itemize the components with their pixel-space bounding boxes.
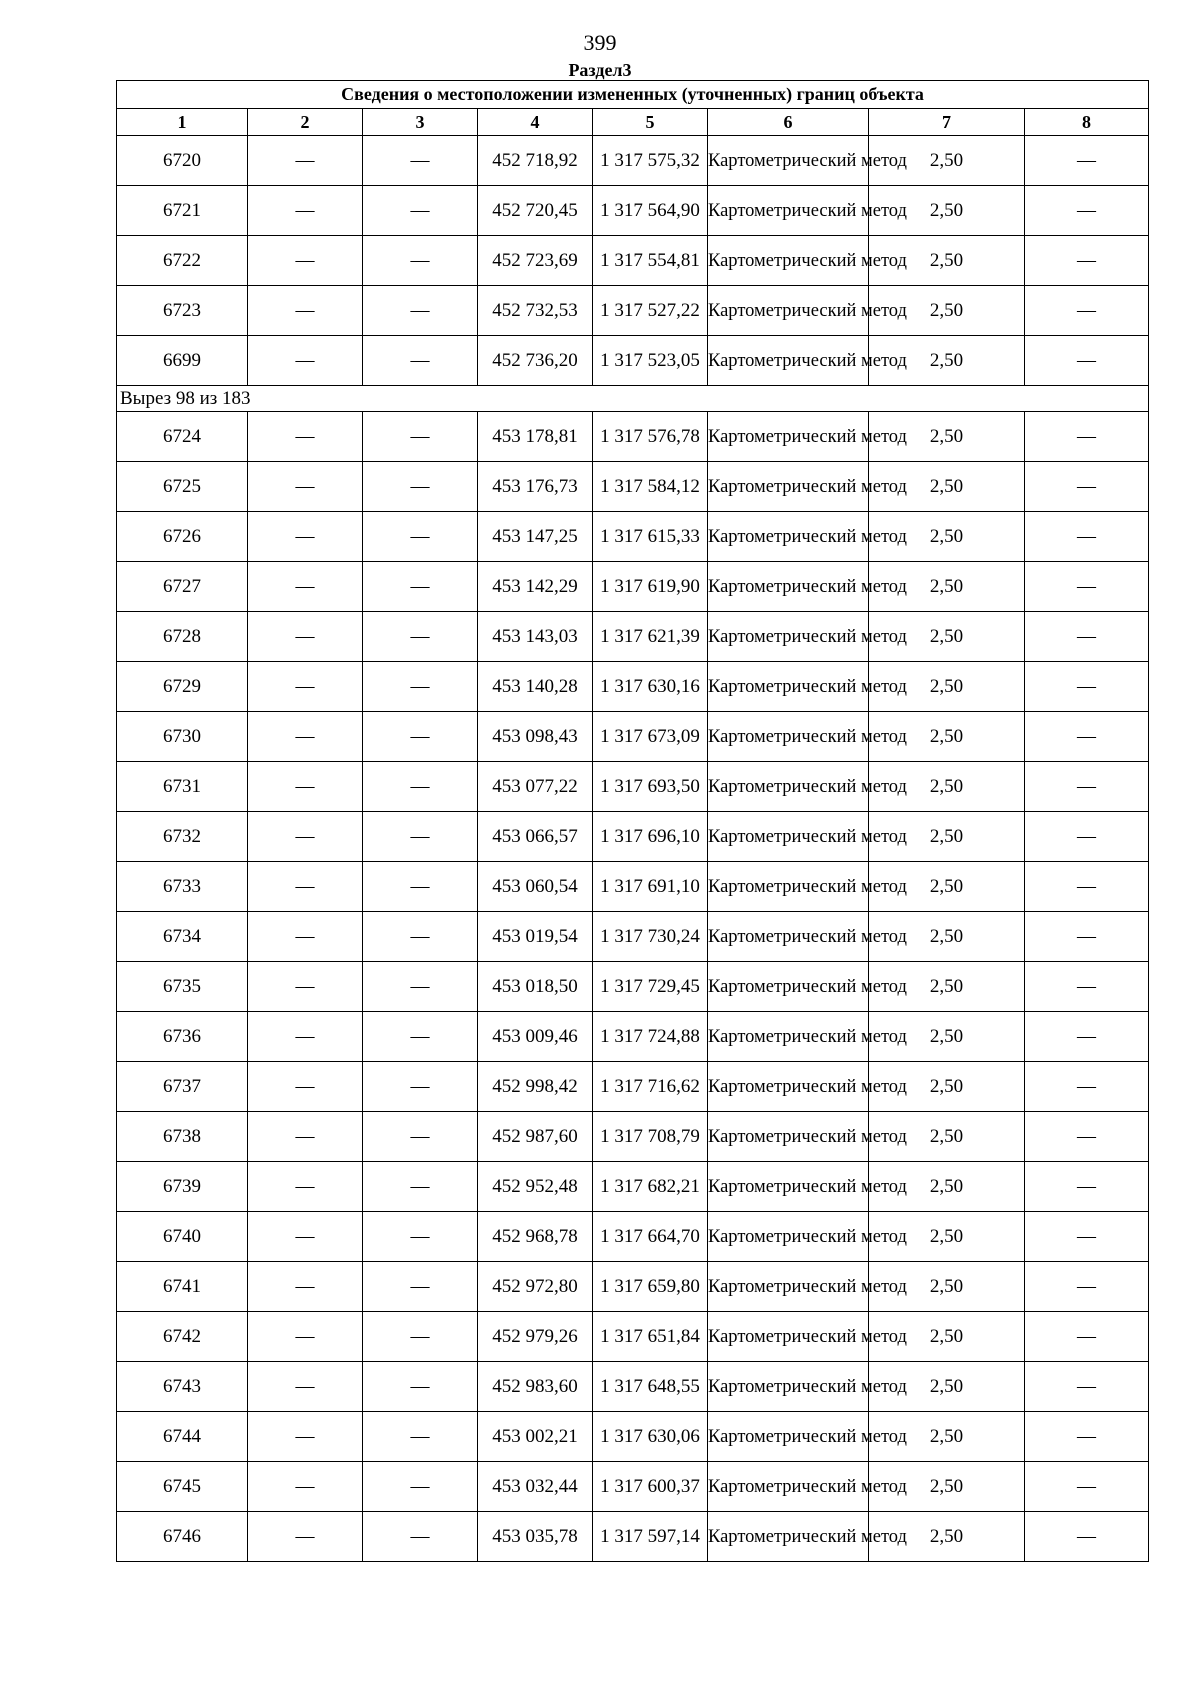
point-number-cell: 6727 <box>117 562 248 612</box>
point-number-cell: 6728 <box>117 612 248 662</box>
col8-cell: — <box>1025 612 1149 662</box>
y-coordinate-cell: 1 317 523,05 <box>593 336 708 386</box>
table-row <box>117 812 1149 862</box>
x-coordinate-cell: 452 723,69 <box>478 236 593 286</box>
x-coordinate-cell: 453 143,03 <box>478 612 593 662</box>
col3-cell: — <box>363 1512 478 1562</box>
col8-cell: — <box>1025 1212 1149 1262</box>
col8-cell: — <box>1025 812 1149 862</box>
col8-cell: — <box>1025 136 1149 186</box>
col2-cell: — <box>248 762 363 812</box>
col2-cell: — <box>248 336 363 386</box>
col8-cell: — <box>1025 286 1149 336</box>
precision-cell: 2,50 <box>869 662 1025 712</box>
precision-cell: 2,50 <box>869 1262 1025 1312</box>
col3-cell: — <box>363 286 478 336</box>
method-cell: Картометрический метод <box>708 962 869 1012</box>
col2-cell: — <box>248 662 363 712</box>
x-coordinate-cell: 452 720,45 <box>478 186 593 236</box>
col2-cell: — <box>248 1512 363 1562</box>
col2-cell: — <box>248 1462 363 1512</box>
method-cell: Картометрический метод <box>708 136 869 186</box>
column-header: 6 <box>708 109 869 136</box>
col2-cell: — <box>248 862 363 912</box>
y-coordinate-cell: 1 317 724,88 <box>593 1012 708 1062</box>
method-cell: Картометрический метод <box>708 1312 869 1362</box>
point-number-cell: 6733 <box>117 862 248 912</box>
x-coordinate-cell: 452 968,78 <box>478 1212 593 1262</box>
column-header: 1 <box>117 109 248 136</box>
col3-cell: — <box>363 762 478 812</box>
method-cell: Картометрический метод <box>708 562 869 612</box>
col8-cell: — <box>1025 1462 1149 1512</box>
column-header-row <box>117 109 1149 136</box>
precision-cell: 2,50 <box>869 762 1025 812</box>
method-cell: Картометрический метод <box>708 1162 869 1212</box>
precision-cell: 2,50 <box>869 1512 1025 1562</box>
col2-cell: — <box>248 1412 363 1462</box>
method-cell: Картометрический метод <box>708 236 869 286</box>
col3-cell: — <box>363 1212 478 1262</box>
point-number-cell: 6732 <box>117 812 248 862</box>
col2-cell: — <box>248 1362 363 1412</box>
x-coordinate-cell: 453 032,44 <box>478 1462 593 1512</box>
col3-cell: — <box>363 1112 478 1162</box>
col3-cell: — <box>363 336 478 386</box>
method-cell: Картометрический метод <box>708 912 869 962</box>
point-number-cell: 6736 <box>117 1012 248 1062</box>
col2-cell: — <box>248 136 363 186</box>
x-coordinate-cell: 453 060,54 <box>478 862 593 912</box>
col8-cell: — <box>1025 962 1149 1012</box>
col8-cell: — <box>1025 662 1149 712</box>
table-row <box>117 712 1149 762</box>
column-header: 5 <box>593 109 708 136</box>
precision-cell: 2,50 <box>869 512 1025 562</box>
col8-cell: — <box>1025 1162 1149 1212</box>
point-number-cell: 6739 <box>117 1162 248 1212</box>
col3-cell: — <box>363 1062 478 1112</box>
table-row <box>117 1312 1149 1362</box>
table-row <box>117 412 1149 462</box>
point-number-cell: 6722 <box>117 236 248 286</box>
col3-cell: — <box>363 912 478 962</box>
y-coordinate-cell: 1 317 619,90 <box>593 562 708 612</box>
precision-cell: 2,50 <box>869 1462 1025 1512</box>
page-number: 399 <box>583 30 617 55</box>
precision-cell: 2,50 <box>869 912 1025 962</box>
method-cell: Картометрический метод <box>708 186 869 236</box>
col2-cell: — <box>248 186 363 236</box>
method-cell: Картометрический метод <box>708 1012 869 1062</box>
point-number-cell: 6730 <box>117 712 248 762</box>
method-cell: Картометрический метод <box>708 1262 869 1312</box>
col3-cell: — <box>363 1412 478 1462</box>
precision-cell: 2,50 <box>869 286 1025 336</box>
table-caption-row <box>117 81 1149 109</box>
y-coordinate-cell: 1 317 716,62 <box>593 1062 708 1112</box>
method-cell: Картометрический метод <box>708 512 869 562</box>
point-number-cell: 6742 <box>117 1312 248 1362</box>
point-number-cell: 6731 <box>117 762 248 812</box>
precision-cell: 2,50 <box>869 186 1025 236</box>
x-coordinate-cell: 453 019,54 <box>478 912 593 962</box>
col8-cell: — <box>1025 1512 1149 1562</box>
col8-cell: — <box>1025 186 1149 236</box>
col3-cell: — <box>363 186 478 236</box>
table-row <box>117 962 1149 1012</box>
col2-cell: — <box>248 1012 363 1062</box>
col2-cell: — <box>248 286 363 336</box>
method-cell: Картометрический метод <box>708 612 869 662</box>
col8-cell: — <box>1025 762 1149 812</box>
x-coordinate-cell: 452 718,92 <box>478 136 593 186</box>
x-coordinate-cell: 452 972,80 <box>478 1262 593 1312</box>
column-header: 8 <box>1025 109 1149 136</box>
col3-cell: — <box>363 612 478 662</box>
precision-cell: 2,50 <box>869 1412 1025 1462</box>
precision-cell: 2,50 <box>869 1312 1025 1362</box>
col8-cell: — <box>1025 1112 1149 1162</box>
col2-cell: — <box>248 812 363 862</box>
table-row <box>117 236 1149 286</box>
table-row <box>117 562 1149 612</box>
y-coordinate-cell: 1 317 597,14 <box>593 1512 708 1562</box>
col8-cell: — <box>1025 1412 1149 1462</box>
y-coordinate-cell: 1 317 651,84 <box>593 1312 708 1362</box>
precision-cell: 2,50 <box>869 1162 1025 1212</box>
precision-cell: 2,50 <box>869 712 1025 762</box>
col8-cell: — <box>1025 1262 1149 1312</box>
x-coordinate-cell: 452 979,26 <box>478 1312 593 1362</box>
cut-label: Вырез 98 из 183 <box>117 386 1149 412</box>
col2-cell: — <box>248 1312 363 1362</box>
point-number-cell: 6741 <box>117 1262 248 1312</box>
y-coordinate-cell: 1 317 621,39 <box>593 612 708 662</box>
y-coordinate-cell: 1 317 575,32 <box>593 136 708 186</box>
x-coordinate-cell: 453 035,78 <box>478 1512 593 1562</box>
y-coordinate-cell: 1 317 600,37 <box>593 1462 708 1512</box>
col8-cell: — <box>1025 1362 1149 1412</box>
point-number-cell: 6737 <box>117 1062 248 1112</box>
col3-cell: — <box>363 1012 478 1062</box>
table-row <box>117 912 1149 962</box>
x-coordinate-cell: 452 736,20 <box>478 336 593 386</box>
col2-cell: — <box>248 462 363 512</box>
column-header: 7 <box>869 109 1025 136</box>
x-coordinate-cell: 453 178,81 <box>478 412 593 462</box>
col2-cell: — <box>248 1112 363 1162</box>
y-coordinate-cell: 1 317 673,09 <box>593 712 708 762</box>
table-row <box>117 186 1149 236</box>
precision-cell: 2,50 <box>869 1362 1025 1412</box>
col8-cell: — <box>1025 862 1149 912</box>
table-row <box>117 1362 1149 1412</box>
y-coordinate-cell: 1 317 615,33 <box>593 512 708 562</box>
precision-cell: 2,50 <box>869 336 1025 386</box>
table-row <box>117 1012 1149 1062</box>
table-row <box>117 286 1149 336</box>
col3-cell: — <box>363 712 478 762</box>
table-row <box>117 862 1149 912</box>
y-coordinate-cell: 1 317 682,21 <box>593 1162 708 1212</box>
method-cell: Картометрический метод <box>708 662 869 712</box>
method-cell: Картометрический метод <box>708 1212 869 1262</box>
column-header: 3 <box>363 109 478 136</box>
table-row <box>117 462 1149 512</box>
col2-cell: — <box>248 562 363 612</box>
method-cell: Картометрический метод <box>708 812 869 862</box>
col2-cell: — <box>248 912 363 962</box>
col2-cell: — <box>248 512 363 562</box>
method-cell: Картометрический метод <box>708 462 869 512</box>
precision-cell: 2,50 <box>869 236 1025 286</box>
y-coordinate-cell: 1 317 576,78 <box>593 412 708 462</box>
point-number-cell: 6720 <box>117 136 248 186</box>
cut-label-row <box>117 386 1149 412</box>
method-cell: Картометрический метод <box>708 1062 869 1112</box>
col3-cell: — <box>363 412 478 462</box>
table-row <box>117 1462 1149 1512</box>
x-coordinate-cell: 453 009,46 <box>478 1012 593 1062</box>
col3-cell: — <box>363 562 478 612</box>
method-cell: Картометрический метод <box>708 412 869 462</box>
y-coordinate-cell: 1 317 693,50 <box>593 762 708 812</box>
y-coordinate-cell: 1 317 584,12 <box>593 462 708 512</box>
col8-cell: — <box>1025 1062 1149 1112</box>
table-row <box>117 762 1149 812</box>
x-coordinate-cell: 453 176,73 <box>478 462 593 512</box>
y-coordinate-cell: 1 317 729,45 <box>593 962 708 1012</box>
y-coordinate-cell: 1 317 708,79 <box>593 1112 708 1162</box>
col2-cell: — <box>248 712 363 762</box>
x-coordinate-cell: 452 998,42 <box>478 1062 593 1112</box>
point-number-cell: 6743 <box>117 1362 248 1412</box>
col2-cell: — <box>248 1162 363 1212</box>
col2-cell: — <box>248 612 363 662</box>
x-coordinate-cell: 453 018,50 <box>478 962 593 1012</box>
point-number-cell: 6726 <box>117 512 248 562</box>
table-row <box>117 1112 1149 1162</box>
col3-cell: — <box>363 962 478 1012</box>
precision-cell: 2,50 <box>869 1112 1025 1162</box>
table-row <box>117 1062 1149 1112</box>
y-coordinate-cell: 1 317 527,22 <box>593 286 708 336</box>
x-coordinate-cell: 452 732,53 <box>478 286 593 336</box>
x-coordinate-cell: 453 002,21 <box>478 1412 593 1462</box>
precision-cell: 2,50 <box>869 862 1025 912</box>
table-row <box>117 1262 1149 1312</box>
y-coordinate-cell: 1 317 659,80 <box>593 1262 708 1312</box>
x-coordinate-cell: 453 098,43 <box>478 712 593 762</box>
column-header: 2 <box>248 109 363 136</box>
col8-cell: — <box>1025 712 1149 762</box>
point-number-cell: 6734 <box>117 912 248 962</box>
col8-cell: — <box>1025 1012 1149 1062</box>
coordinates-table <box>116 80 1149 1562</box>
precision-cell: 2,50 <box>869 962 1025 1012</box>
precision-cell: 2,50 <box>869 812 1025 862</box>
col3-cell: — <box>363 662 478 712</box>
precision-cell: 2,50 <box>869 1062 1025 1112</box>
col3-cell: — <box>363 462 478 512</box>
precision-cell: 2,50 <box>869 136 1025 186</box>
table-row <box>117 136 1149 186</box>
col2-cell: — <box>248 236 363 286</box>
col8-cell: — <box>1025 1312 1149 1362</box>
table-row <box>117 612 1149 662</box>
point-number-cell: 6746 <box>117 1512 248 1562</box>
x-coordinate-cell: 453 142,29 <box>478 562 593 612</box>
col8-cell: — <box>1025 512 1149 562</box>
col3-cell: — <box>363 1362 478 1412</box>
table-row <box>117 1162 1149 1212</box>
col8-cell: — <box>1025 236 1149 286</box>
point-number-cell: 6723 <box>117 286 248 336</box>
col3-cell: — <box>363 812 478 862</box>
y-coordinate-cell: 1 317 648,55 <box>593 1362 708 1412</box>
y-coordinate-cell: 1 317 554,81 <box>593 236 708 286</box>
point-number-cell: 6725 <box>117 462 248 512</box>
method-cell: Картометрический метод <box>708 762 869 812</box>
method-cell: Картометрический метод <box>708 1362 869 1412</box>
point-number-cell: 6699 <box>117 336 248 386</box>
precision-cell: 2,50 <box>869 562 1025 612</box>
y-coordinate-cell: 1 317 664,70 <box>593 1212 708 1262</box>
col3-cell: — <box>363 1312 478 1362</box>
point-number-cell: 6745 <box>117 1462 248 1512</box>
col2-cell: — <box>248 962 363 1012</box>
point-number-cell: 6721 <box>117 186 248 236</box>
col8-cell: — <box>1025 562 1149 612</box>
y-coordinate-cell: 1 317 630,06 <box>593 1412 708 1462</box>
method-cell: Картометрический метод <box>708 1112 869 1162</box>
table-row <box>117 1412 1149 1462</box>
x-coordinate-cell: 453 147,25 <box>478 512 593 562</box>
table-row <box>117 662 1149 712</box>
point-number-cell: 6744 <box>117 1412 248 1462</box>
method-cell: Картометрический метод <box>708 336 869 386</box>
precision-cell: 2,50 <box>869 1012 1025 1062</box>
point-number-cell: 6729 <box>117 662 248 712</box>
method-cell: Картометрический метод <box>708 862 869 912</box>
col8-cell: — <box>1025 462 1149 512</box>
table-row <box>117 512 1149 562</box>
method-cell: Картометрический метод <box>708 1462 869 1512</box>
precision-cell: 2,50 <box>869 462 1025 512</box>
x-coordinate-cell: 453 066,57 <box>478 812 593 862</box>
col2-cell: — <box>248 1212 363 1262</box>
method-cell: Картометрический метод <box>708 286 869 336</box>
col3-cell: — <box>363 1262 478 1312</box>
precision-cell: 2,50 <box>869 612 1025 662</box>
col3-cell: — <box>363 1162 478 1212</box>
x-coordinate-cell: 453 140,28 <box>478 662 593 712</box>
col3-cell: — <box>363 136 478 186</box>
table-row <box>117 1512 1149 1562</box>
col3-cell: — <box>363 1462 478 1512</box>
table-row <box>117 336 1149 386</box>
col8-cell: — <box>1025 336 1149 386</box>
col3-cell: — <box>363 512 478 562</box>
table-caption: Сведения о местоположении измененных (уточненных) границ объекта <box>117 81 1149 109</box>
y-coordinate-cell: 1 317 691,10 <box>593 862 708 912</box>
point-number-cell: 6724 <box>117 412 248 462</box>
point-number-cell: 6740 <box>117 1212 248 1262</box>
column-header: 4 <box>478 109 593 136</box>
method-cell: Картометрический метод <box>708 712 869 762</box>
x-coordinate-cell: 452 952,48 <box>478 1162 593 1212</box>
y-coordinate-cell: 1 317 730,24 <box>593 912 708 962</box>
point-number-cell: 6735 <box>117 962 248 1012</box>
precision-cell: 2,50 <box>869 412 1025 462</box>
col3-cell: — <box>363 236 478 286</box>
col2-cell: — <box>248 412 363 462</box>
point-number-cell: 6738 <box>117 1112 248 1162</box>
method-cell: Картометрический метод <box>708 1512 869 1562</box>
x-coordinate-cell: 452 983,60 <box>478 1362 593 1412</box>
y-coordinate-cell: 1 317 630,16 <box>593 662 708 712</box>
col2-cell: — <box>248 1062 363 1112</box>
method-cell: Картометрический метод <box>708 1412 869 1462</box>
precision-cell: 2,50 <box>869 1212 1025 1262</box>
x-coordinate-cell: 453 077,22 <box>478 762 593 812</box>
x-coordinate-cell: 452 987,60 <box>478 1112 593 1162</box>
col2-cell: — <box>248 1262 363 1312</box>
col3-cell: — <box>363 862 478 912</box>
y-coordinate-cell: 1 317 564,90 <box>593 186 708 236</box>
col8-cell: — <box>1025 412 1149 462</box>
col8-cell: — <box>1025 912 1149 962</box>
y-coordinate-cell: 1 317 696,10 <box>593 812 708 862</box>
section-title: Раздел3 <box>568 60 632 80</box>
table-row <box>117 1212 1149 1262</box>
